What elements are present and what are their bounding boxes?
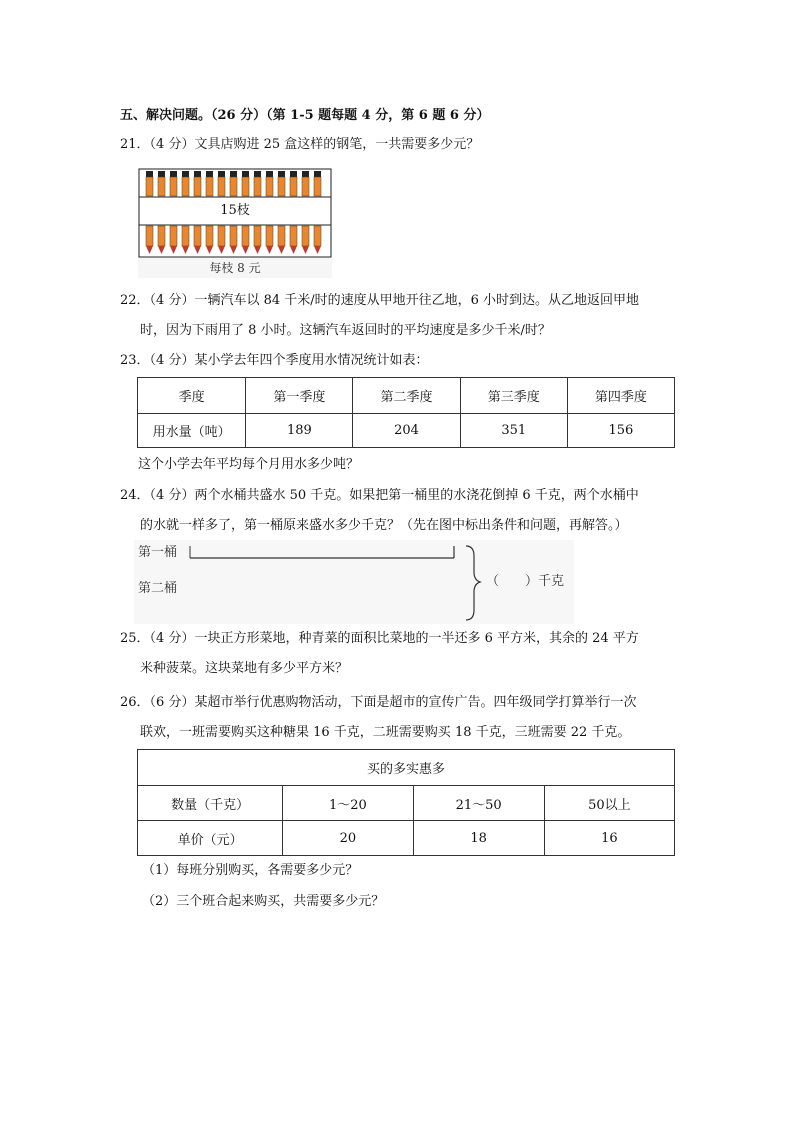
table-cell: 204 xyxy=(353,414,460,448)
pencil-body xyxy=(158,177,165,196)
pencil-cap xyxy=(218,171,225,177)
pencil-body xyxy=(194,226,201,246)
pencil-body xyxy=(302,226,309,246)
section-title: 五、解决问题。（26 分）（第 1-5 题每题 4 分，第 6 题 6 分） xyxy=(120,108,490,123)
pencil-cap xyxy=(170,171,177,177)
bucket2-label: 第二桶 xyxy=(138,581,178,596)
table-header-cell: 季度 xyxy=(138,378,246,414)
question-25-line-2: 米种菠菜。这块菜地有多少平方米？ xyxy=(140,661,349,676)
pencil-body xyxy=(230,177,237,196)
pencil-body xyxy=(314,226,321,246)
table-cell: 20 xyxy=(283,821,413,856)
table-cell: 1～20 xyxy=(283,786,413,821)
pencil-body xyxy=(206,177,213,196)
table-header-cell: 第一季度 xyxy=(246,378,353,414)
pencil-body xyxy=(278,226,285,246)
pencil-body xyxy=(146,177,153,196)
bucket-diagram xyxy=(134,540,574,624)
pencil-cap xyxy=(278,171,285,177)
pencil-cap xyxy=(290,171,297,177)
question-25-line-1: 25．（4 分）一块正方形菜地，种青菜的面积比菜地的一半还多 6 平方米，其余的 24 平方 xyxy=(120,631,639,646)
pencil-cap xyxy=(158,171,165,177)
table-cell: 18 xyxy=(413,821,544,856)
pencil-body xyxy=(218,177,225,196)
question-26-line-2: 联欢，一班需要购买这种糖果 16 千克，二班需要购买 18 千克，三班需要 22 千克。 xyxy=(140,725,631,740)
pencil-body xyxy=(290,177,297,196)
pencil-count-label: 15枝 xyxy=(220,203,250,218)
table-cell: 351 xyxy=(460,414,567,448)
pencil-body xyxy=(170,226,177,246)
question-21: 21．（4 分）文具店购进 25 盒这样的钢笔，一共需要多少元？ xyxy=(120,137,480,152)
pencil-body xyxy=(170,177,177,196)
pencil-body xyxy=(230,226,237,246)
pencil-cap xyxy=(314,171,321,177)
pencils-top-row xyxy=(146,171,321,196)
pencil-body xyxy=(314,177,321,196)
table-cell: 用水量（吨） xyxy=(138,414,246,448)
pencil-body xyxy=(266,226,273,246)
pencil-cap xyxy=(302,171,309,177)
pencil-cap xyxy=(254,171,261,177)
pencil-cap xyxy=(266,171,273,177)
table-cell: 156 xyxy=(567,414,674,448)
table-cell: 单价（元） xyxy=(138,821,283,856)
question-24-line-1: 24．（4 分）两个水桶共盛水 50 千克。如果把第一桶里的水浇花倒掉 6 千克，两个水桶中 xyxy=(120,488,639,503)
table-cell: 16 xyxy=(544,821,674,856)
question-24-line-2: 的水就一样多了，第一桶原来盛水多少千克？（先在图中标出条件和问题，再解答。） xyxy=(140,518,628,533)
water-usage-table xyxy=(137,377,675,448)
pencil-cap xyxy=(182,171,189,177)
question-22-line-1: 22．（4 分）一辆汽车以 84 千米/时的速度从甲地开往乙地，6 小时到达。从乙地返回甲地 xyxy=(120,293,640,308)
pencil-body xyxy=(254,226,261,246)
table-cell: 数量（千克） xyxy=(138,786,283,821)
table-header-cell: 第三季度 xyxy=(460,378,567,414)
pencil-body xyxy=(242,177,249,196)
brace-shape xyxy=(466,546,480,620)
question-23-ask: 这个小学去年平均每个月用水多少吨？ xyxy=(138,457,360,472)
table-header-cell: 第四季度 xyxy=(567,378,674,414)
question-22-line-2: 时，因为下雨用了 8 小时。这辆汽车返回时的平均速度是多少千米/时？ xyxy=(140,323,551,338)
pencil-body xyxy=(158,226,165,246)
pencil-body xyxy=(290,226,297,246)
table-cell: 189 xyxy=(246,414,353,448)
pencil-body xyxy=(302,177,309,196)
pencil-body xyxy=(242,226,249,246)
brace-label: （ ）千克 xyxy=(486,574,565,589)
price-table xyxy=(137,749,675,856)
pencil-body xyxy=(182,177,189,196)
pencils-bottom-row xyxy=(146,226,321,254)
pencil-cap xyxy=(230,171,237,177)
question-23: 23．（4 分）某小学去年四个季度用水情况统计如表： xyxy=(120,353,429,368)
table-header-cell: 第二季度 xyxy=(353,378,460,414)
pencil-price-label: 每枝 8 元 xyxy=(209,261,261,275)
pencil-body xyxy=(206,226,213,246)
bucket1-label: 第一桶 xyxy=(138,545,178,560)
pencil-body xyxy=(218,226,225,246)
pencil-cap xyxy=(242,171,249,177)
pencil-cap xyxy=(206,171,213,177)
pencil-cap xyxy=(194,171,201,177)
pencil-box-illustration xyxy=(138,168,332,278)
pencil-cap xyxy=(146,171,153,177)
pencil-body xyxy=(278,177,285,196)
pencil-body xyxy=(254,177,261,196)
pencil-body xyxy=(182,226,189,246)
pencil-body xyxy=(194,177,201,196)
pencil-body xyxy=(266,177,273,196)
question-26-sub-1: （1）每班分别购买，各需要多少元？ xyxy=(142,863,359,878)
table-cell: 50以上 xyxy=(544,786,674,821)
question-26-line-1: 26．（6 分）某超市举行优惠购物活动，下面是超市的宣传广告。四年级同学打算举行一次 xyxy=(120,695,637,710)
price-table-title: 买的多实惠多 xyxy=(138,750,675,786)
table-cell: 21～50 xyxy=(413,786,544,821)
question-26-sub-2: （2）三个班合起来购买，共需要多少元？ xyxy=(142,894,385,909)
pencil-body xyxy=(146,226,153,246)
